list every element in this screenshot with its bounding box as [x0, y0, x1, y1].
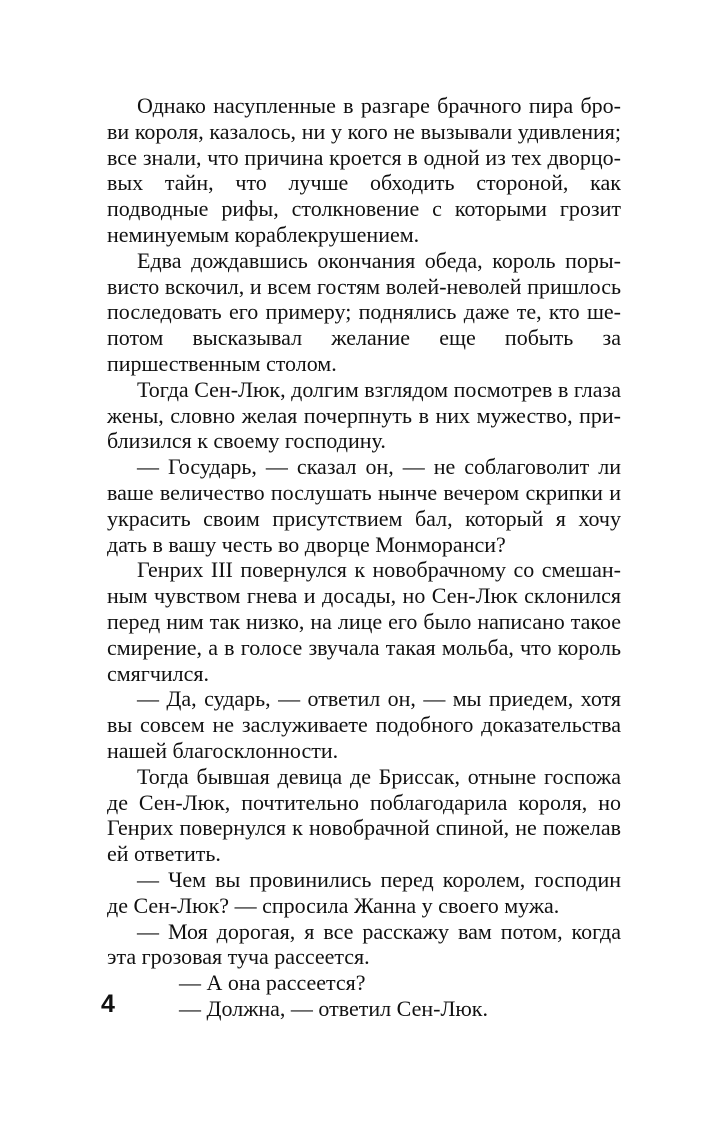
page-number: 4 — [101, 990, 115, 1018]
paragraph: Однако насупленные в разгаре брачного пира брови короля, казалось, ни у кого не вызывали удивления; все знали, что причина кроется в одной из тех дворцовых тайн, что лучше обходить стороной, как подводные рифы, столкновение с которыми грозит неминуемым кораблекрушением. — [107, 93, 621, 247]
dialog-line: — А она рассеется? — [179, 970, 366, 996]
dialog-line: — Должна, — ответил Сен-Люк. — [179, 995, 488, 1021]
paragraph: — Чем вы провинились перед королем, господин де Сен-Люк? — спросила Жанна у своего мужа. — [107, 866, 621, 918]
paragraph: — Да, сударь, — ответил он, — мы приедем, хотя вы совсем не заслуживаете подобного доказательства нашей благосклонности. — [107, 686, 621, 763]
paragraph: Тогда Сен-Люк, долгим взглядом посмотрев в глаза жены, словно желая почерпнуть в них мужество, приблизился к своему господину. — [107, 376, 621, 454]
paragraph: Генрих III повернулся к новобрачному со смешанным чувством гнева и досады, но Сен-Люк склонился перед ним так низко, на лице его было написано такое смирение, а в голосе звучала такая мольба, что король смягчился. — [107, 557, 621, 686]
paragraph: — Государь, — сказал он, — не соблаговолит ли ваше величество послушать нынче вечером скрипки и украсить своим присутствием бал, который я хочу дать в вашу честь во дворце Монморанси? — [107, 454, 621, 557]
paragraph: — Моя дорогая, я все расскажу вам потом, когда эта грозовая туча рассеется. — [107, 918, 621, 970]
body-text — [107, 93, 621, 1022]
paragraph: Едва дождавшись окончания обеда, король порывисто вскочил, и всем гостям волей-неволей пришлось последовать его примеру; поднялись даже те, кто шепотом высказывал желание еще побыть за пиршественным столом. — [107, 247, 621, 376]
paragraph: Тогда бывшая девица де Бриссак, отныне госпожа де Сен-Люк, почтительно поблагодарила короля, но Генрих повернулся к новобрачной спиной, не пожелав ей ответить. — [107, 763, 621, 867]
